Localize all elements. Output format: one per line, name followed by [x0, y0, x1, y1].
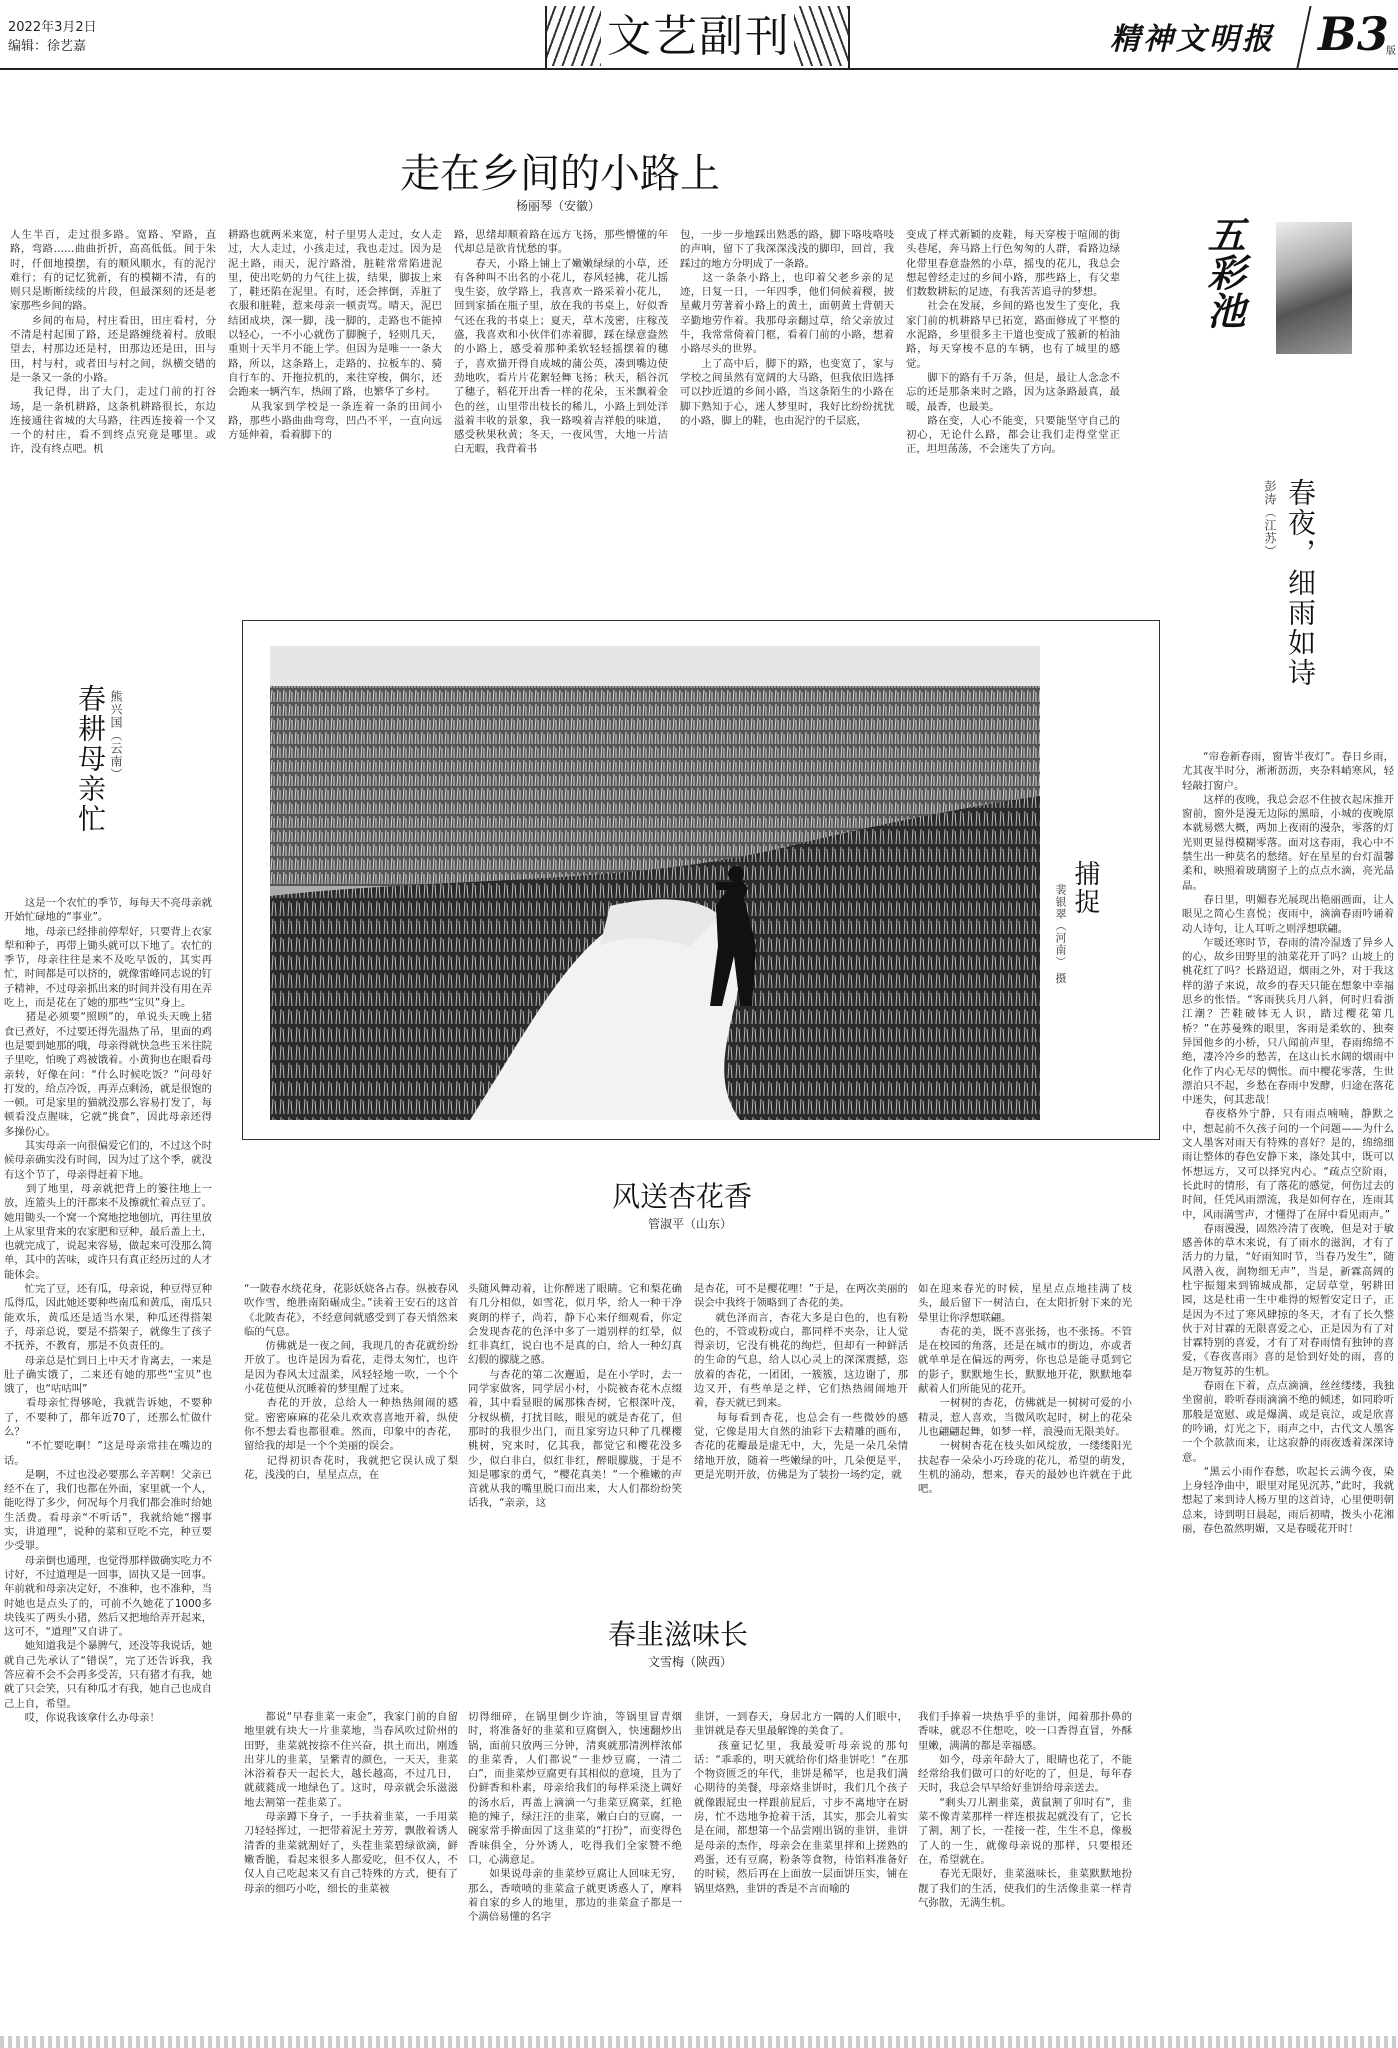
article1-col-3: 路，思绪却顺着路在远方飞扬，那些懵懂的年代却总是欲肯忧愁的事。 春天，小路上铺上了嫩嫩绿绿的小草，还有各种叫不出名的小花儿，春风轻拂，花儿摇曳生姿，放学路上，我喜欢一路采着小花儿，回到家插在瓶子里，放在我的书桌上，好似香气还在我的书桌上；夏天，草木茂密，庄稼茂盛，我喜欢和小伙伴们赤着脚，踩在绿意盎然的小路上，感受着那种柔软轻轻摇摆着的穗子，喜欢猫开得自成城的蒲公英，凑到嘴边使劲地吹，看片片花絮轻舞飞扬；秋天，稻谷沉了穗子，稻花开出香一样的花朵，玉米飘着金色的丝，山里带出枝长的稀儿，小路上到处洋溢着丰收的景象，我一路嗅着吉祥般的味道，感受秋果秋黄；冬天，一夜风雪，大地一片洁白无暇，我背着书 [454, 229, 668, 456]
article5-col-1: 都说“早春韭菜一束金”，我家门前的自留地里就有块大一片韭菜地，当春风吹过阶州的田野，韭菜就按捺不住兴奋，拱土而出，刚透出芽儿的韭菜，呈紫青的颜色，一天天，韭菜沐浴着春天一起长大，越长越高，不过几日，就葳蕤成一地绿色了。这时，母亲就会乐滋滋地去割第一茬韭菜了。 母亲蹲下身子，一手扶着韭菜，一手用菜刀轻轻挥过，一把带着泥土芳芳，飘散着诱人清香的韭菜就割好了，头茬韭菜碧绿欲滴，鲜嫩香脆，看起来很多人都爱吃，但不仅人，不仅人自己吃起来又有自己特殊的方式，便有了母亲的细巧小吃，细长的韭菜被 [244, 1711, 458, 1895]
page-divider [1296, 6, 1311, 68]
logo-photo [1276, 222, 1352, 354]
header-rule [0, 68, 1398, 70]
article2-col-1: 这是一个农忙的季节，每每天不亮母亲就开始忙碌地的“事业”。 地，母亲已经排前停犁好，只要背上衣家犁和种子，再带上锄头就可以下地了。农忙的季节，母亲往往是来不及吃早饭的，其实再忙，时间都是可以挤的，就像雷峰同志说的钉子精神，不过母亲抓出来的时间并没有用在弄吃上，而是花在了她的那些“宝贝”身上。 猪是必须要“照顾”的，单说头天晚上猪食已煮好，不过要还得先温热了吊，里面的鸡也是要到她那的哦，母亲得就快急些玉米往院子里吃，怕晚了鸡被饿着。小黄狗也在眼看母亲转，好像在问：“什么时候吃饭？”问母好打发的，给点冷饭，再弄点剩汤，就是很饱的一顿。可是家里的猫就没那么容易打发了，每顿看没点腥味，它就“挑食”，因此母亲还得多操份心。 其实母亲一向很偏爱它们的，不过这个时候母亲确实没有时间，因为过了这个季，就没有这个节了，母亲得赶着下地。 到了地里，母亲就把背上的篓往地上一放，连篮头上的汗都来不及擦就忙着点豆了。她用锄头一个窝一个窝地挖地刨坑，再往里放上从家里背来的农家肥和豆种，最后盖上土，也就完成了，说起来容易，做起来可没那么简单，其中的苦味，或许只有真正经历过的人才能体会。 忙完了豆，还有瓜，母亲说，种豆得豆种瓜得瓜，因此她还要种些南瓜和黄瓜，南瓜只能欢乐，黄瓜还是适当水果，种瓜还得搭架子，母亲总说，要是不搭架子，就像生了孩子不抚养，不教育，那是不负责任的。 母亲总是忙到日上中天才肯离去，一来是肚子确实饿了，二来还有她的那些“宝贝”也饿了，也“咕咕叫” 看母亲忙得够呛，我就告诉她，不要种了，不要种了，都年近70了，还那么忙做什么？ “不忙要吃啊！”这是母亲常挂在嘴边的话。 是啊，不过也没必要那么辛苦啊！父亲已经不在了，我们也都在外面，家里就一个人，能吃得了多少，何况每个月我们都会准时给她生活费。看母亲“不听话”，我就给她“撂事实，讲道理”，说种的菜和豆吃不完，种豆要少受罪。 母亲倒也通理，也觉得那样做确实吃力不讨好，不过道理是一回事，固执又是一回事。年前就和母亲决定好，不准种，也不准种，当时她也是点头了的，可前不久她花了1000多块钱买了两头小猪，然后又把地给弄开起来，这可不，“道理”又自讲了。 她知道我是个暴脾气，还没等我说话，她就自己先承认了“错误”，完了还告诉我，我答应着不会不会再多受苦，只有猪才有我，她就了只会笑，只有种瓜才有我，她自己也成自己上自，希望。 哎，你说我该拿什么办母亲！ [4, 897, 212, 1724]
section-banner [545, 6, 850, 68]
article4-col-3: 是杏花，可不是樱花哩！”于是，在两次美丽的误会中我终于领略到了杏花的美。 就色泽而言，杏花大多是白色的，也有粉色的，不管或粉或白，都同样不夹杂，让人觉得亲切，它没有桃花的绚烂，但却有一种鲜活的生命的气息，给人以心灵上的深深震撼，恣放着的杏花，一团团，一簇簇，这边谢了，那边又开，有些单是之样，它们热热闹闹地开着，春天就已到来。 每每看到杏花，也总会有一些微妙的感觉，它像是用大自然的油彩下去精雕的画布，杏花的花瓣最是虚无中，大，先是一朵几朵情绪地开放，随着一些嫩绿的叶，几朵便是平，更是光明开放，仿佛是为了装扮一场约定，就 [694, 1283, 908, 1481]
article4-byline: 管淑平（山东） [648, 1217, 733, 1231]
banner-flag-right [794, 6, 848, 66]
article3-title: 春夜，细雨如诗 [1284, 478, 1317, 688]
bottom-strip [0, 2036, 1398, 2048]
article1-col-4: 包，一步一步地踩出熟悉的路，脚下咯吱咯吱的声响，留下了我深深浅浅的脚印，回首，我踩过的地方分明成了一条路。 这一条条小路上，也印着父老乡亲的足迹，日复一日，一年四季，他们伺候着稷，披星戴月劳著着小路上的黄土，面朝黄土背朝天辛勤地劳作着。我那母亲翻过草，给父亲放过牛，我常常倚着门框，看着门前的小路，想着小路尽头的世界。 上了高中后，脚下的路，也变宽了，家与学校之间虽然有宽阔的大马路，但我依旧选择可以抄近道的乡间小路，当这条陌生的小路在脚下熟知于心，迷人梦里时，我好比纷纷扰扰的小路，脚上的鞋，也由泥泞的千层底， [680, 229, 894, 427]
page-number: B3 [1318, 7, 1389, 61]
section-title: 文艺副刊 [607, 11, 791, 62]
article1-col-5: 变成了样式新颖的皮鞋，每天穿梭于喧闹的街头巷尾，奔马路上行色匆匆的人群，看路边绿化带里春意盎然的小草，摇曳的花儿，我总会想起曾经走过的乡间小路，那些路上，有父辈们数数耕耘的足迹，有我苦苦追寻的梦想。 社会在发展，乡间的路也发生了变化，我家门前的机耕路早已拓宽，路面修成了平整的水泥路，乡里很多主干道也变成了簇新的柏油路，每天穿梭不息的车辆，也有了城里的感觉。 脚下的路有千万条，但是，最让人念念不忘的还是那条来时之路，因为这条路最真，最暖，最香，也最美。 路在变，人心不能变，只要能坚守自己的初心，无论什么路，都会让我们走得堂堂正正，坦坦荡荡，不会迷失了方向。 [906, 229, 1120, 456]
column-logo: 五彩池 [1201, 215, 1246, 329]
article5-col-3: 韭饼，一到春天，身居北方一隅的人们眼中，韭饼就是春天里最解馋的美食了。 孩童记忆里，我最爱听母亲说的那句话：“乖乖的，明天就给你们烙韭饼吃！”在那个物资匮乏的年代，韭饼是稀罕，也是我们满心期待的美餐，母亲烙韭饼时，我们几个孩子就像跟屁虫一样跟前屁后，寸步不离地守在厨房，忙不迭地争抢着干活，其实，那会儿着实是在闹，都想第一个品尝刚出锅的韭饼，韭饼是母亲的杰作，母亲会在韭菜里拌和上搓熟的鸡蛋，还有豆腐，粉条等食物，待馅料准备好的时候，然后再在上面放一层面饼压实，铺在锅里烙熟，韭饼的香是不言而喻的 [694, 1711, 908, 1895]
article1-col-2: 耕路也就两米来宽，村子里男人走过，女人走过，大人走过，小孩走过，我也走过。因为是泥土路，雨天，泥泞路滑，脏鞋常常陷进泥里，使出吃奶的力气往上拔，结果，脚拔上来了，鞋还陷在泥里。有时，还会摔倒，弄脏了衣服和脏鞋，惹来母亲一顿责骂。晴天，泥巴结团成块，深一脚，浅一脚的，走路也不能掉以轻心，一不小心就伤了脚腕子，轻则几天，重则十天半月不能上学。但因为是唯一一条大路，所以，这条路上，走路的、拉板车的、骑自行车的、开拖拉机的，来往穿梭，偶尔，还会跑来一辆汽车，热闹了路，也繁华了乡村。 从我家到学校是一条连着一条的田间小路，那些小路曲曲弯弯，凹凸不平，一直向远方延伸着，看着脚下的 [228, 229, 442, 442]
photo-byline: 裴银翠（河南） 摄 [1054, 884, 1067, 985]
photo-image [270, 646, 1040, 1120]
article5-col-4: 我们手捧着一块热乎乎的韭饼，闻着那扑鼻的香味，就忍不住想吃，咬一口香得直冒，外酥里嫩，满满的都是幸福感。 如今，母亲年龄大了，眼睛也花了，不能经常给我们做可口的好吃的了，但是，每年春天时，我总会早早给好韭饼给母亲送去。 “剩头刀儿割韭菜，黄鼠割了卯时有”，韭菜不像青菜那样一样连根拔起就没有了，它长了割，割了长，一茬接一茬，生生不息，像极了人的一生，就像母亲说的那样，只要根还在，希望就在。 春光无限好，韭菜滋味长，韭菜默默地扮靓了我们的生活，使我们的生活像韭菜一样青气弥散，无满生机。 [918, 1711, 1132, 1909]
paper-name: 精神文明报 [1110, 22, 1275, 57]
article2-title: 春耕母亲忙 [74, 684, 107, 834]
editor-name: 编辑：徐艺嘉 [8, 39, 87, 54]
article4-col-4: 如在迎来春光的时候，星星点点地挂满了枝头，最后留下一树洁白，在太阳折射下来的光晕里让你浮想联翩。 杏花的美，既不喜张扬，也不张扬。不管是在校园的角落，还是在城市的街边，亦或者就单单是在偏远的两旁，你也总是能寻觅到它的影子，默默地生长，默默地开花，默默地奉献着人们所能见的花开。 一树树的杏花，仿佛就是一树树可爱的小精灵，惹人喜欢，当微风吹起时，树上的花朵儿也翩翩起舞，如梦一样，浪漫而无限美好。 一树树杏花在枝头如风绽放，一缕缕阳光扶起春一朵朵小巧玲珑的花儿，希望的萌发，生机的涌动，想来，春天的最妙也许就在于此吧。 [918, 1283, 1132, 1496]
article3-byline: 彭涛（江苏） [1263, 480, 1277, 558]
article2-byline: 熊兴国（云南） [109, 690, 123, 781]
article5-col-2: 切得细碎，在锅里倒少许油，等锅里冒青烟时，将准备好的韭菜和豆腐倒入，快速翻炒出锅，面前只放两三分钟，清爽就那清洌样浓郁的韭菜香，人们都说“一韭炒豆腐，一清二白”，而韭菜炒豆腐更有其相似的意境，且为了份鲜香和朴素，母亲给我们的每样采浇上调好的汤水后，再盖上滴滴一勺韭菜豆腐菜，红艳艳的辣子，绿汪汪的韭菜，嫩白白的豆腐，一碗家常手擀面因了这韭菜的“打扮”，而变得色香味俱全，分外诱人，吃得我们全家赞不绝口，心满意足。 如果说母亲的韭菜炒豆腐让人回味无穷，那么，香喷喷的韭菜盒子就更诱惑人了，摩料着自家的乡人的地里，那边的韭菜盒子都是一个满倍易懂的名字 [468, 1711, 682, 1924]
photo-title: 捕捉 [1070, 860, 1100, 916]
article1-byline: 杨丽琴（安徽） [516, 199, 601, 213]
page-suffix: 版 [1386, 46, 1396, 57]
article5-byline: 文雪梅（陕西） [648, 1655, 733, 1669]
article4-col-1: “一陂春水绕花身，花影妖娆各占春。纵被春风吹作雪，绝胜南陌碾成尘。”读着王安石的这首《北陂杏花》，不经意间就感受到了春天悄然来临的气息。 仿佛就是一夜之间，我现几的杏花就纷纷开放了。也许是因为看花，走得太匆忙，也许是因为春风太过温柔，风轻轻地一吹，一个个小花苞便从沉睡着的梦里醒了过来。 杏花的开放，总给人一种热热闹闹的感觉。密密麻麻的花朵儿欢欢喜喜地开着，纵使你不想去看也都很难。然而，印象中的杏花，留给我的却是一个个美丽的误会。 记得初识杏花时，我就把它误认成了梨花，浅浅的白，星星点点，在 [244, 1283, 458, 1481]
photo [270, 646, 1040, 1120]
banner-flag-left [547, 6, 601, 66]
article5-title: 春韭滋味长 [608, 1618, 749, 1651]
article1-col-1: 人生半百，走过很多路。宽路、窄路，直路，弯路……曲曲折折，高高低低。间于朱时，仟佃地摸摆，有的顺风顺水，有的泥泞难行；有的记忆犹新，有的模糊不清，有的则只是断断续续的片段，但最深刻的还是老家那些乡间的路。 乡间的布局，村庄看田，田庄看村，分不清是村起围了路，还是路缠绕着村。放眼望去，村那边还是村，田那边还是田，田与田，村与村，或者田与村之间，纵横交错的是一条又一条的小路。 我记得，出了大门，走过门前的打谷场，是一条机耕路，这条机耕路很长，东边连接通往省城的大马路，往西连接着一个又一个的村庄，看不到终点究竟是哪里。或许，没有终点吧。机 [10, 229, 216, 456]
article4-col-2: 头随风舞动着，让你醉迷了眼睛。它和梨花确有几分相似，如雪花，似月华，给人一种干净爽朗的样子，尚若，静下心来仔细观看，你定会发现杏花的色泽中多了一道别样的红晕，似红非真红，说白也不是真的白，给人一种幻真幻假的朦胧之感。 与杏花的第二次邂逅，是在小学时，去一同学家做客，同学居小村，小院被杏花木点缀着，其中看显眼的属那株杏树，它根深叶茂，分杈纵横，打扰目眩，眼见的就是杏花了，但那时的我很少出门，而且家穷边只种了几棵樱桃树，究来时，亿其我，都觉它和樱花没多少，似白非白，似红非红，醉眼朦胧，于是不知是哪家的勇气，“樱花真美！”一个稚嫩的声音就从我的嘴里脱口而出来，大人们都纷纷笑话我，“亲亲，这 [468, 1283, 682, 1510]
article3-col-1: “帘卷新春雨，窗皆半夜灯”。春日乡雨，尤其夜半时分，淅淅沥沥，夹杂料峭寒风，轻轻敲打窗户。 这样的夜晚，我总会忍不住披衣起床推开窗前，窗外是漫无边际的黑暗，小城的夜晚原本就易燃大概，两加上夜雨的漫杂，零落的灯光则更显得模糊零落。面对这春雨，我心中不禁生出一种莫名的愁绪。好在星星的台灯温馨柔和，映照着玻璃窗子上的点点水滴，亮光晶晶。 春日里，明媚春光展现出艳丽画面，让人眼见之简心生喜悦；夜雨中，滴滴春雨吟诵着动人诗句，让人耳听之则浮想联翩。 乍暖还寒时节，春雨的清冷湿透了异乡人的心，故乡田野里的油菜花开了吗？山坡上的桃花红了吗？长路迢迢，烟雨之外，对于我这样的游子来说，故乡的春天只能在想象中幸福思乡的怅悟。“客雨狭兵月八斜，何时归看浙江潮？芒鞋破钵无人识，踏过樱花第几桥？”在苏曼殊的眼里，客雨是柔软的、独奏异国他乡的小桥，只八闻前声里，春雨绵绵不绝，凄冷冷乡的愁苦，在这山长水阔的烟雨中化作了内心无尽的惆怅。而中樱花零落，生世漂泊只不起，乡愁在春雨中发酵，归途在落花中迷失，何其悲哉！ 春夜格外宁静，只有雨点喃喃，静默之中，想起前不久孩子问的一个问题——为什么文人墨客对雨天有特殊的喜好？是的，绵绵细雨让整体的春色安静下来，涤处其中，既可以怀想远方，又可以择究内心。“疏点空阶雨，长此时的情形，有了落花的感觉，何伤过去的时间，任凭风雨漂流，我是如何存在，连雨其中，风雨满雪声，才懂得了在屏中看见雨声。” 春雨漫漫，固然冷清了夜晚，但是对于敏感善体的草木来说，有了雨水的滋润，才有了活力的力量，“好雨知时节，当春乃发生”，随风潜入夜，润物细无声”，当是，新霖高阔的杜宇振翅来到锦城成都，定居草堂，躬耕田园，这是杜甫一生中难得的短暂安定日子，正是因为不过了寒风肆掠的冬天，才有了长久整伙于对甘霖的无限喜爱之心，正是因为有了对甘霖特别的喜爱，才有了对春雨情有独钟的喜爱，《春夜喜雨》喜的是恰到好处的雨，喜的是万物复苏的生机。 春雨在下着，点点滴滴，丝丝缕缕，我独坐窗前，聆听春雨滴滴不绝的倾述，如同聆听那般是宽慰、或是爆满、或是哀泣，或是欣喜的吟诵，灯光之下，雨声之中，古代文人墨客一个个款款而来，让这寂静的雨夜透着深深诗意。 “黑云小雨作春愁，吹起长云满今夜，染上身轻净曲中，眼里对尾见沉苏，”此时，我就想起了来到诗人杨万里的这首诗，心里便明朝总来，诗到明日晨起，雨后初晴，拨头小花湘丽，春色盈然明媚，又是春暖花开时！ [1182, 751, 1394, 1536]
article4-title: 风送杏花香 [612, 1180, 753, 1213]
issue-date: 2022年3月2日 [8, 20, 97, 35]
article1-title: 走在乡间的小路上 [400, 151, 720, 197]
